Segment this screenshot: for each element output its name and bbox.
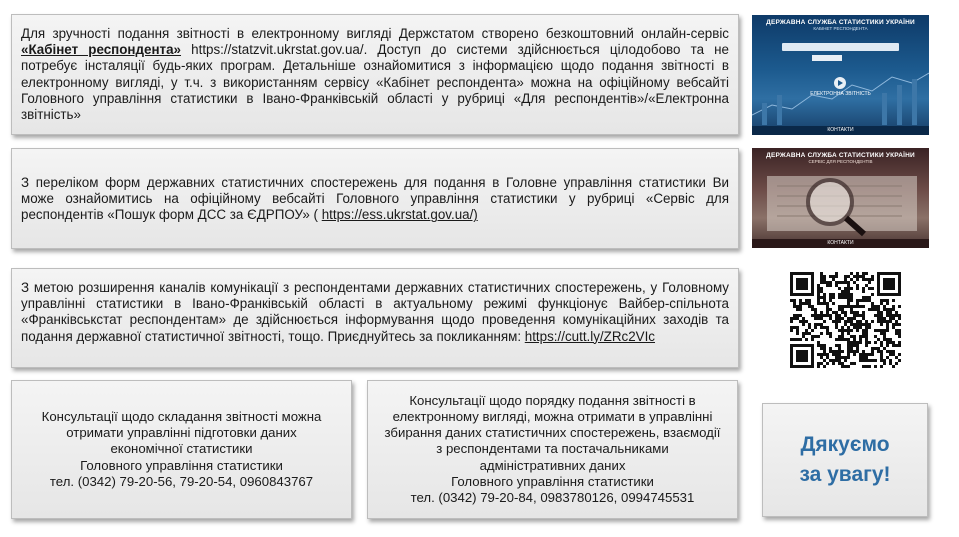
consult-economic-line: Консультації щодо складання звітності можна: [41, 408, 322, 424]
cabinet-service-link[interactable]: «Кабінет респондента»: [21, 42, 182, 58]
viber-link[interactable]: https://cutt.ly/ZRc2VIc: [524, 328, 655, 344]
thumb1-search-bar: [782, 43, 899, 51]
consult-economic-line: отримати управлінні підготовки даних: [66, 425, 297, 441]
consult-economic-phone: тел. (0342) 79-20-56, 79-20-54, 0960843767: [49, 473, 314, 489]
cabinet-text: [12, 15, 738, 123]
thumb2-subtitle: СЕРВІС ДЛЯ РЕСПОНДЕНТІВ: [808, 159, 873, 164]
thanks-box: [762, 403, 928, 517]
viber-text-part1: З метою розширення каналів комунікації з респондентами державних статистичних спостережень, у Головному управлінні статистики в Івано-Франківській області в актуальному режимі функціонує Вайбер-спільнота «Франківськстат респондентам» де здійснюється інформування щодо проведення комунікаційних заходів та подання державної статистичної звітності, тощо. Приєднуйтесь за покликанням:: [21, 280, 729, 344]
consult-electronic-line: адміністративних даних: [479, 457, 626, 473]
consult-electronic-line: Головного управління статистики: [451, 473, 654, 489]
ess-link[interactable]: https://ess.ukrstat.gov.ua/): [321, 207, 478, 223]
forms-text: [12, 149, 738, 224]
thanks-text: [763, 404, 927, 516]
thumb1-center-label: ЕЛЕКТРОННА ЗВІТНІСТЬ: [810, 91, 871, 97]
thumb1-login-button: [812, 55, 842, 61]
forms-screenshot-thumbnail[interactable]: [752, 148, 929, 248]
consult-electronic-phone: тел. (0342) 79-20-84, 0983780126, 0994745531: [410, 490, 695, 505]
magnifier-graphic: [752, 166, 929, 238]
consult-electronic-text: [368, 381, 737, 518]
thumb1-footer: КОНТАКТИ: [752, 126, 929, 135]
consult-electronic-line: з респондентами та постачальниками: [436, 441, 669, 457]
consult-electronic-line: Консультації щодо порядку подання звітності в: [409, 392, 696, 408]
thumb2-title: ДЕРЖАВНА СЛУЖБА СТАТИСТИКИ УКРАЇНИ: [766, 152, 915, 159]
forms-text-part1: З переліком форм державних статистичних спостережень для подання в Головне управління статистики Ви може ознайомитись на офіційному вебсайті Головного управління статистики у рубриці «Сервіс для респондентів «Пошук форм ДСС за ЄДРПОУ» (: [21, 175, 729, 223]
consult-economic-line: економічної статистики: [110, 441, 253, 457]
cabinet-screenshot-thumbnail[interactable]: [752, 15, 929, 135]
consult-economic-text: [12, 381, 351, 518]
info-box-cabinet: [11, 14, 739, 135]
thanks-line2: за увагу!: [799, 463, 891, 486]
cabinet-text-part1: Для зручності подання звітності в електронному вигляді Держстатом створено безкоштовний онлайн-сервіс: [21, 26, 729, 41]
consult-economic-line: Головного управління статистики: [80, 457, 283, 473]
consult-electronic-line: збирання даних статистичних спостережень, взаємодії: [384, 425, 721, 441]
thanks-line1: Дякуємо: [800, 433, 890, 456]
thumb2-footer: КОНТАКТИ: [752, 239, 929, 248]
consult-box-electronic: [367, 380, 738, 519]
consult-box-economic: [11, 380, 352, 519]
info-box-forms: [11, 148, 739, 249]
cabinet-text-part2: https://statzvit.ukrstat.gov.ua/. Доступ до системи здійснюється цілодобово та не потребує інсталяції будь-яких програм. Детальніше ознайомитися з інформацією щодо подання звітності в електронному вигляді, у т.ч. з використанням сервісу «Кабінет респондента» можна на офіційному вебсайті Головного управління статистики в Івано-Франківській області у рубриці «Для респондентів»/«Електронна звітність»: [21, 42, 729, 123]
thumb1-title: ДЕРЖАВНА СЛУЖБА СТАТИСТИКИ УКРАЇНИ: [766, 19, 915, 26]
consult-electronic-line: електронному вигляді, можна отримати в управлінні: [392, 408, 713, 424]
viber-text: [12, 269, 738, 345]
info-box-viber: [11, 268, 739, 368]
thumb1-subtitle: КАБІНЕТ РЕСПОНДЕНТА: [813, 26, 868, 31]
qr-code[interactable]: [790, 272, 901, 368]
